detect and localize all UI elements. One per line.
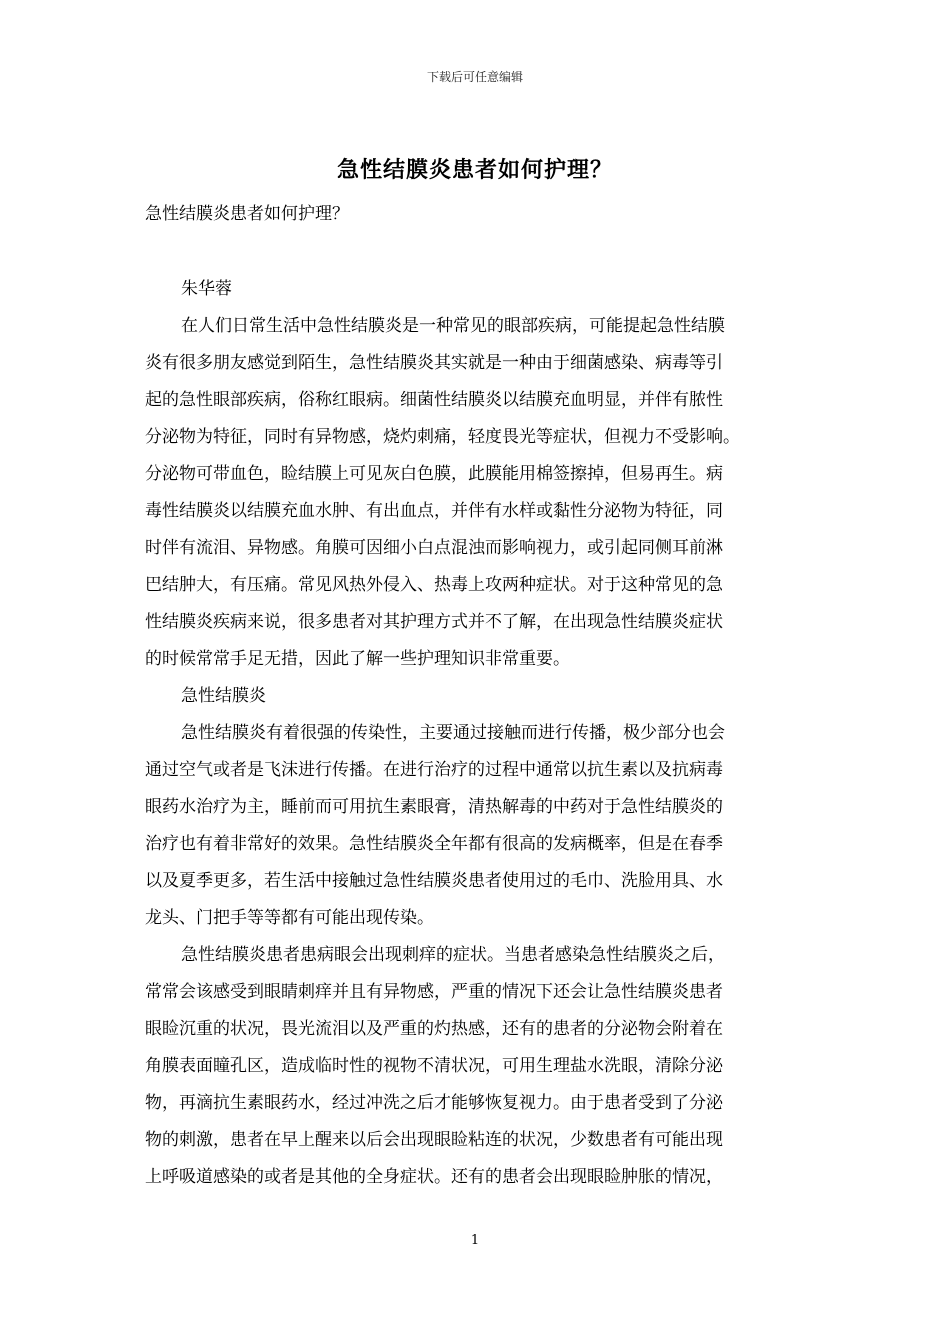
- paragraph-line: 上呼吸道感染的或者是其他的全身症状。还有的患者会出现眼睑肿胀的情况，: [145, 1167, 723, 1187]
- paragraph-line: 性结膜炎疾病来说，很多患者对其护理方式并不了解，在出现急性结膜炎症状: [145, 612, 723, 632]
- paragraph-line: 物，再滴抗生素眼药水，经过冲洗之后才能够恢复视力。由于患者受到了分泌: [145, 1093, 723, 1113]
- paragraph-line: 物的刺激，患者在早上醒来以后会出现眼睑粘连的状况，少数患者有可能出现: [145, 1130, 723, 1150]
- paragraph-line: 起的急性眼部疾病，俗称红眼病。细菌性结膜炎以结膜充血明显，并伴有脓性: [145, 390, 723, 410]
- paragraph-line: 治疗也有着非常好的效果。急性结膜炎全年都有很高的发病概率，但是在春季: [145, 834, 723, 854]
- paragraph-line: 角膜表面瞳孔区，造成临时性的视物不清状况，可用生理盐水洗眼，清除分泌: [145, 1056, 723, 1076]
- subtitle: 急性结膜炎患者如何护理？: [145, 204, 349, 224]
- section-heading: 急性结膜炎: [181, 686, 266, 706]
- paragraph-line: 龙头、门把手等等都有可能出现传染。: [145, 908, 434, 928]
- page-number: 1: [470, 1233, 480, 1248]
- paragraph-line: 以及夏季更多，若生活中接触过急性结膜炎患者使用过的毛巾、洗脸用具、水: [145, 871, 723, 891]
- paragraph-line: 眼药水治疗为主，睡前而可用抗生素眼膏，清热解毒的中药对于急性结膜炎的: [145, 797, 723, 817]
- header-note: 下载后可任意编辑: [426, 70, 523, 84]
- paragraph-line: 在人们日常生活中急性结膜炎是一种常见的眼部疾病，可能提起急性结膜: [181, 316, 725, 336]
- paragraph-line: 炎有很多朋友感觉到陌生，急性结膜炎其实就是一种由于细菌感染、病毒等引: [145, 353, 723, 373]
- paragraph-line: 急性结膜炎患者患病眼会出现刺痒的症状。当患者感染急性结膜炎之后，: [181, 945, 725, 965]
- paragraph-line: 分泌物为特征，同时有异物感，烧灼刺痛，轻度畏光等症状，但视力不受影响。: [145, 427, 740, 447]
- author-name: 朱华蓉: [181, 279, 232, 299]
- paragraph-line: 分泌物可带血色，睑结膜上可见灰白色膜，此膜能用棉签擦掉，但易再生。病: [145, 464, 723, 484]
- document-title: 急性结膜炎患者如何护理？: [336, 157, 613, 183]
- blank-line: [145, 233, 810, 271]
- paragraph-line: 眼睑沉重的状况，畏光流泪以及严重的灼热感，还有的患者的分泌物会附着在: [145, 1019, 723, 1039]
- paragraph-line: 常常会该感受到眼睛刺痒并且有异物感，严重的情况下还会让急性结膜炎患者: [145, 982, 723, 1002]
- paragraph-line: 巴结肿大，有压痛。常见风热外侵入、热毒上攻两种症状。对于这种常见的急: [145, 575, 723, 595]
- paragraph-line: 的时候常常手足无措，因此了解一些护理知识非常重要。: [145, 649, 570, 669]
- paragraph-line: 急性结膜炎有着很强的传染性，主要通过接触而进行传播，极少部分也会: [181, 723, 725, 743]
- paragraph-line: 毒性结膜炎以结膜充血水肿、有出血点，并伴有水样或黏性分泌物为特征，同: [145, 501, 723, 521]
- paragraph-line: 通过空气或者是飞沫进行传播。在进行治疗的过程中通常以抗生素以及抗病毒: [145, 760, 723, 780]
- document-body: [145, 196, 810, 1196]
- paragraph-line: 时伴有流泪、异物感。角膜可因细小白点混浊而影响视力，或引起同侧耳前淋: [145, 538, 723, 558]
